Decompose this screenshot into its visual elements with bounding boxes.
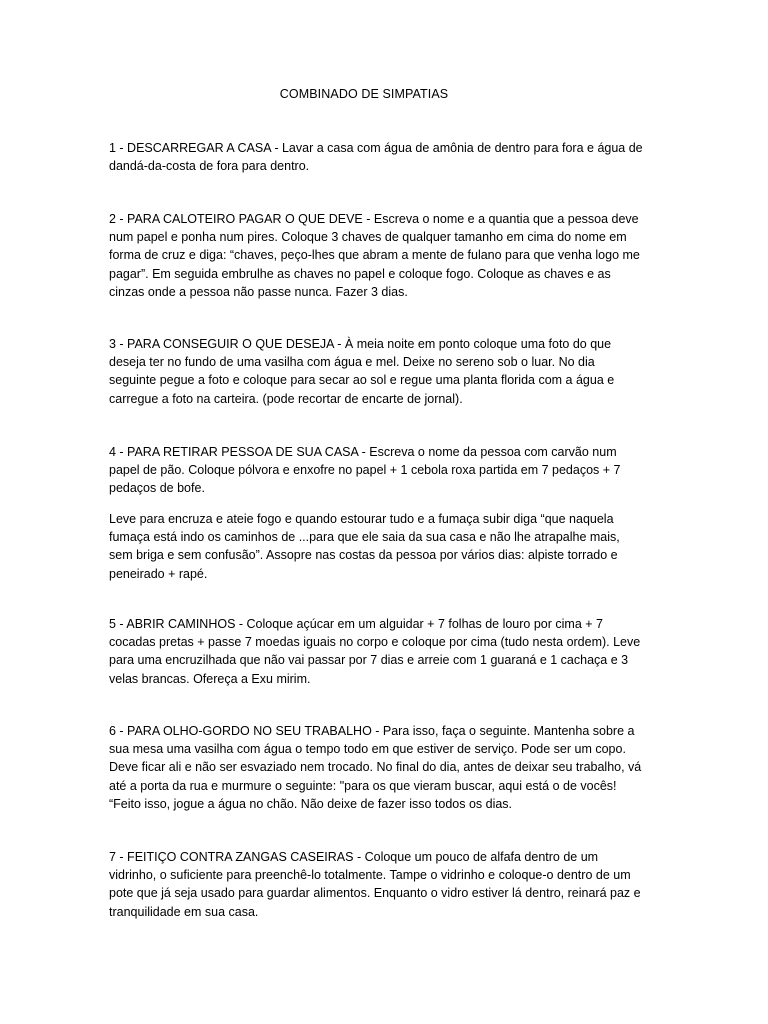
paragraph-olho-gordo: 6 - PARA OLHO-GORDO NO SEU TRABALHO - Para isso, faça o seguinte. Mantenha sobre a sua mesa uma vasilha com água o tempo todo em que estiver de serviço. Pode ser um copo. Deve ficar ali e não ser esvaziado nem trocado. No final do dia, antes de deixar seu trabalho, vá até a porta da rua e murmure o seguinte: "para os que vieram buscar, aqui está o de vocês! “Feito isso, jogue a água no chão. Não deixe de fazer isso todos os dias. [109,724,642,811]
paragraph-conseguir-o-que-deseja: 3 - PARA CONSEGUIR O QUE DESEJA - À meia noite em ponto coloque uma foto do que deseja ter no fundo de uma vasilha com água e mel. Deixe no sereno sob o luar. No dia seguinte pegue a foto e coloque para secar ao sol e regue uma planta florida com a água e carregue a foto na carteira. (pode recortar de encarte de jornal). [109,337,615,406]
paragraph-retirar-pessoa: 4 - PARA RETIRAR PESSOA DE SUA CASA - Escreva o nome da pessoa com carvão num papel de pão. Coloque pólvora e enxofre no papel + 1 cebola roxa partida em 7 pedaços + 7 pedaços de bofe. [109,445,621,496]
document-title: COMBINADO DE SIMPATIAS [279,87,449,101]
paragraph-retirar-pessoa-continued: Leve para encruza e ateie fogo e quando estourar tudo e a fumaça subir diga “que naquela fumaça está indo os caminhos de ...para que ele saia da sua casa e não lhe atrapalhe mais, sem briga e sem confusão”. Assopre nas costas da pessoa por vários dias: alpiste torrado e peneirado + rapé. [109,512,620,581]
paragraph-zangas-caseiras: 7 - FEITIÇO CONTRA ZANGAS CASEIRAS - Coloque um pouco de alfafa dentro de um vidrinho, o suficiente para preenchê-lo totalmente. Tampe o vidrinho e coloque-o dentro de um pote que já seja usado para guardar alimentos. Enquanto o vidro estiver lá dentro, reinará paz e tranquilidade em sua casa. [109,850,641,919]
paragraph-abrir-caminhos: 5 - ABRIR CAMINHOS - Coloque açúcar em um alguidar + 7 folhas de louro por cima + 7 cocadas pretas + passe 7 moedas iguais no corpo e coloque por cima (tudo nesta ordem). Leve para uma encruzilhada que não vai passar por 7 dias e arreie com 1 guaraná e 1 cachaça e 3 velas brancas. Ofereça a Exu mirim. [109,617,641,686]
paragraph-caloteiro-pagar: 2 - PARA CALOTEIRO PAGAR O QUE DEVE - Escreva o nome e a quantia que a pessoa deve num papel e ponha num pires. Coloque 3 chaves de qualquer tamanho em cima do nome em forma de cruz e diga: “chaves, peço-lhes que abram a mente de fulano para que venha logo me pagar”. Em seguida embrulhe as chaves no papel e coloque fogo. Coloque as chaves e as cinzas onde a pessoa não passe nunca. Fazer 3 dias. [109,212,640,299]
paragraph-descarregar-a-casa: 1 - DESCARREGAR A CASA - Lavar a casa com água de amônia de dentro para fora e água de dandá-da-costa de fora para dentro. [109,141,643,174]
